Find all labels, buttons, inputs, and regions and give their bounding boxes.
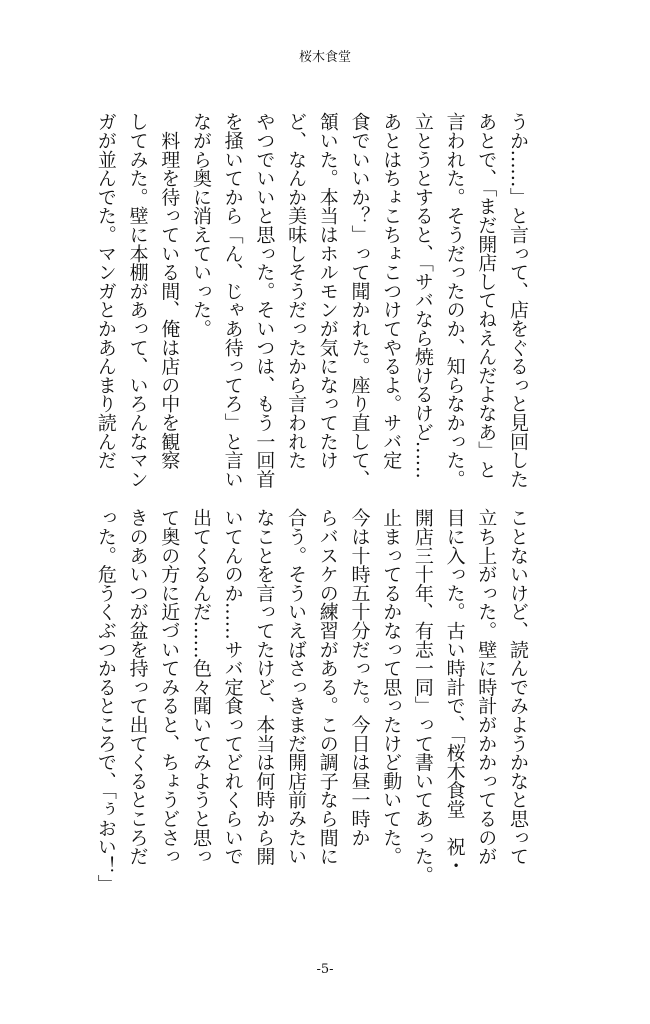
- text-column: ことないけど、読んでみようかなと思って: [507, 508, 529, 866]
- text-column: 目に入った。古い時計で、「桜木食堂 祝・: [443, 508, 466, 875]
- text-column: 料理を待っている間、俺は店の中を観察: [158, 112, 181, 470]
- text-column: 言われた。そうだったのか、知らなかった。: [443, 112, 466, 489]
- text-column: 立ち上がった。壁に時計がかかってるのが: [475, 508, 498, 866]
- text-block-upper: [89, 112, 533, 492]
- text-column: 頷いた。本当はホルモンが気になってたけ: [316, 112, 339, 470]
- text-column: ガが並んでた。マンガとかあんまり読んだ: [94, 112, 117, 470]
- text-column: ど、なんか美味しそうだったから言われた: [285, 112, 308, 470]
- text-column: あとはちょこちょこつけてやるよ。サバ定: [380, 112, 403, 470]
- text-column: してみた。壁に本棚があって、いろんなマン: [126, 112, 149, 489]
- text-column: った。危うくぶつかるところで、「ぅおい！」: [94, 508, 117, 894]
- text-column: 開店三十年、有志一同」って書いてあった。: [411, 508, 434, 885]
- text-column: を掻いてから「ん、じゃあ待ってろ」と言い: [221, 112, 244, 489]
- running-header: 桜木食堂: [298, 50, 351, 65]
- text-column: 立とうとすると、「サバなら焼けるけど……: [411, 112, 434, 479]
- text-column: 止まってるかなって思ったけど動いてた。: [380, 508, 403, 866]
- text-column: あとで、「まだ開店してねえんだよなあ」と: [475, 112, 498, 479]
- text-column: いてんのか……サバ定食ってどれくらいで: [221, 508, 244, 866]
- text-column: 今は十時五十分だった。今日は昼一時か: [348, 508, 371, 847]
- text-column: 合う。そういえばさっきまだ開店前みたい: [285, 508, 308, 866]
- text-column: なことを言ってたけど、本当は何時から開: [253, 508, 276, 866]
- text-column: きのあいつが盆を持って出てくるところだ: [126, 508, 149, 866]
- page-number: -5-: [316, 962, 334, 977]
- text-column: やつでいいと思った。そいつは、もう一回首: [253, 112, 276, 489]
- text-column: うか……」と言って、店をぐるっと見回した: [507, 112, 529, 489]
- text-column: らバスケの練習がある。この調子なら間に: [316, 508, 339, 866]
- text-column: ながら奥に消えていった。: [189, 112, 212, 338]
- text-column: て奥の方に近づいてみると、ちょうどさっ: [158, 508, 181, 866]
- text-block-lower: [89, 508, 533, 894]
- text-column: 食でいいか？」って聞かれた。座り直して、: [348, 112, 371, 489]
- text-column: 出てくるんだ……色々聞いてみようと思っ: [189, 508, 212, 866]
